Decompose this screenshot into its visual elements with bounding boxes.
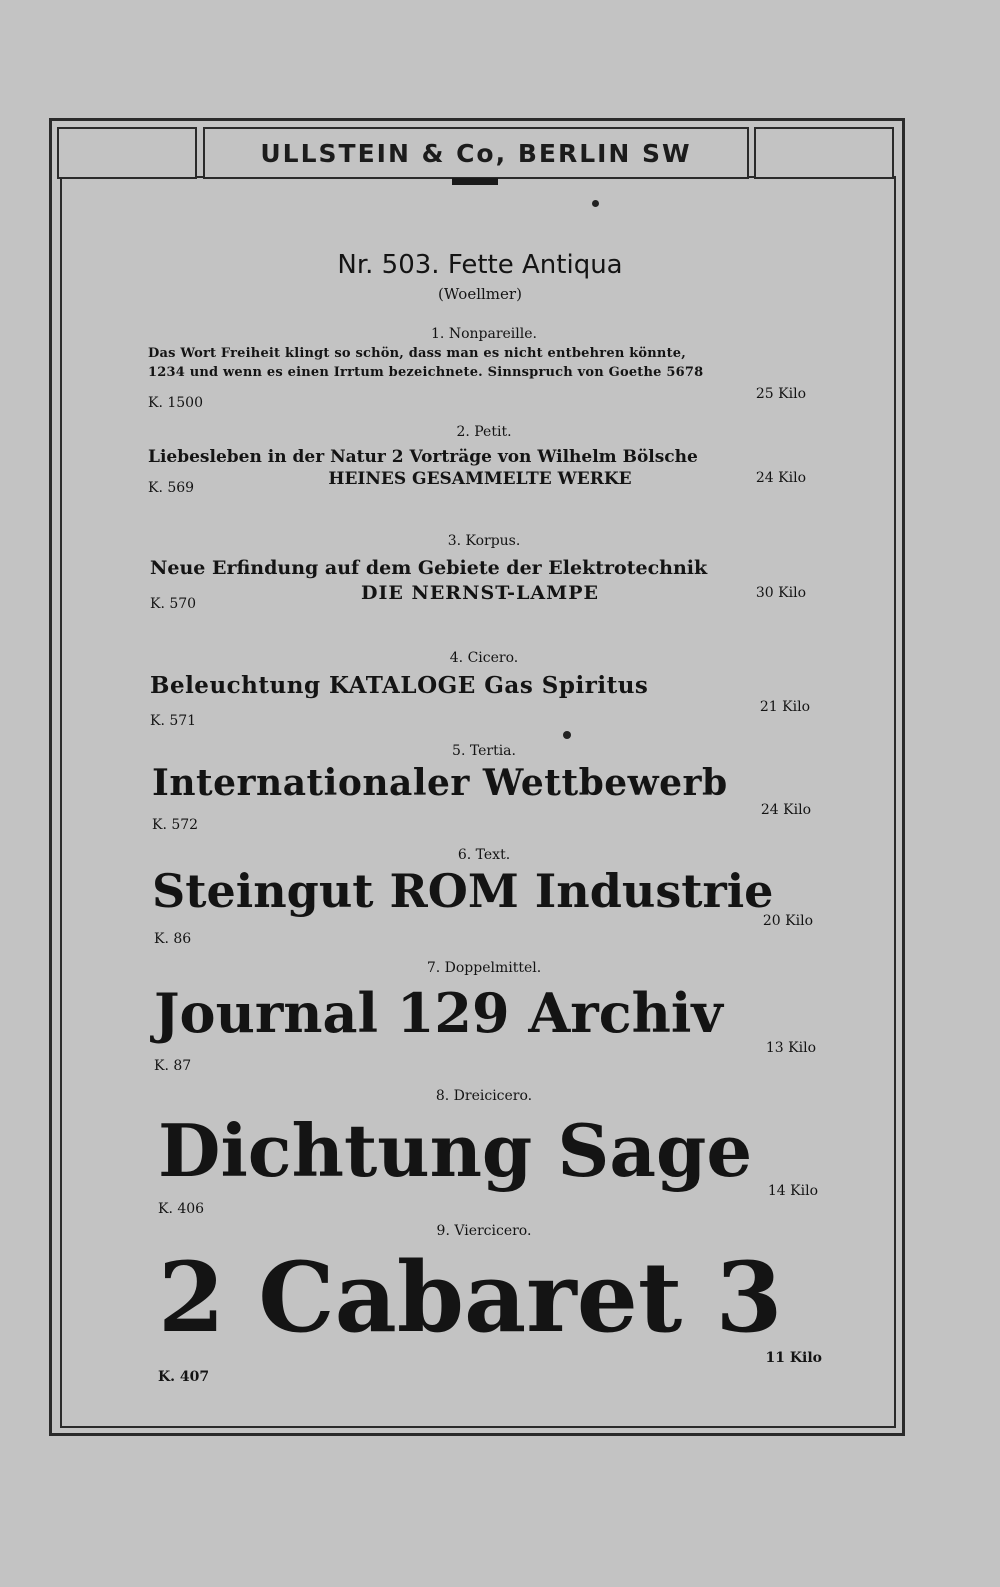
sample-label: 9. Viercicero. [436, 1223, 532, 1239]
sample-text-line: Dichtung Sage [158, 1108, 753, 1193]
sample-label: 8. Dreicicero. [435, 1088, 533, 1104]
catalog-number: K. 86 [154, 931, 192, 947]
weight-label: 20 Kilo [762, 913, 813, 929]
sample-text-line: Das Wort Freiheit klingt so schön, dass man es nicht entbehren könnte, [148, 346, 686, 361]
weight-label: 30 Kilo [755, 585, 806, 601]
catalog-number: K. 87 [154, 1058, 192, 1074]
page-title: Nr. 503. Fette Antiqua [337, 250, 623, 280]
sample-text-line: Neue Erfindung auf dem Gebiete der Elektrotechnik [150, 557, 708, 579]
weight-label: 24 Kilo [760, 802, 811, 818]
weight-label: 11 Kilo [765, 1350, 822, 1366]
page-subtitle: (Woellmer) [438, 285, 522, 303]
weight-label: 24 Kilo [755, 470, 806, 486]
catalog-number: K. 570 [150, 596, 197, 612]
sample-text-line: DIE NERNST-LAMPE [361, 582, 599, 604]
sample-text-line: 1234 und wenn es einen Irrtum bezeichnete. Sinnspruch von Goethe 5678 [148, 365, 704, 380]
catalog-number: K. 407 [158, 1369, 210, 1385]
catalog-number: K. 569 [148, 480, 195, 496]
catalog-number: K. 572 [152, 817, 199, 833]
sample-text-line: Liebesleben in der Natur 2 Vorträge von Wilhelm Bölsche [148, 447, 698, 467]
sample-label: 7. Doppelmittel. [426, 960, 542, 976]
catalog-number: K. 1500 [148, 395, 203, 411]
catalog-number: K. 571 [150, 713, 197, 729]
header-right-box [754, 127, 894, 179]
sample-text-line: Internationaler Wettbewerb [152, 762, 728, 804]
sample-label: 5. Tertia. [452, 743, 516, 759]
header-left-box [57, 127, 197, 179]
sample-label: 4. Cicero. [449, 650, 519, 666]
catalog-number: K. 406 [158, 1201, 205, 1217]
sample-text-line: Beleuchtung KATALOGE Gas Spiritus [150, 672, 649, 699]
weight-label: 25 Kilo [755, 386, 806, 402]
sample-text-line: Steingut ROM Industrie [152, 864, 774, 918]
sample-label: 1. Nonpareille. [431, 326, 537, 342]
sample-label: 6. Text. [457, 847, 511, 863]
weight-label: 13 Kilo [765, 1040, 816, 1056]
ink-spot [592, 200, 599, 207]
sample-text-line: 2 Cabaret 3 [158, 1241, 783, 1354]
ink-spot [563, 731, 571, 739]
sample-text-line: Journal 129 Archiv [154, 981, 723, 1045]
header-title: ULLSTEIN & Co, BERLIN SW [260, 138, 692, 168]
sample-label: 3. Korpus. [447, 533, 521, 549]
weight-label: 14 Kilo [767, 1183, 818, 1199]
sample-label: 2. Petit. [456, 424, 512, 440]
header-ornament-bar [452, 178, 498, 185]
header-title-box [203, 127, 749, 179]
sample-text-line: HEINES GESAMMELTE WERKE [328, 469, 632, 489]
weight-label: 21 Kilo [759, 699, 810, 715]
